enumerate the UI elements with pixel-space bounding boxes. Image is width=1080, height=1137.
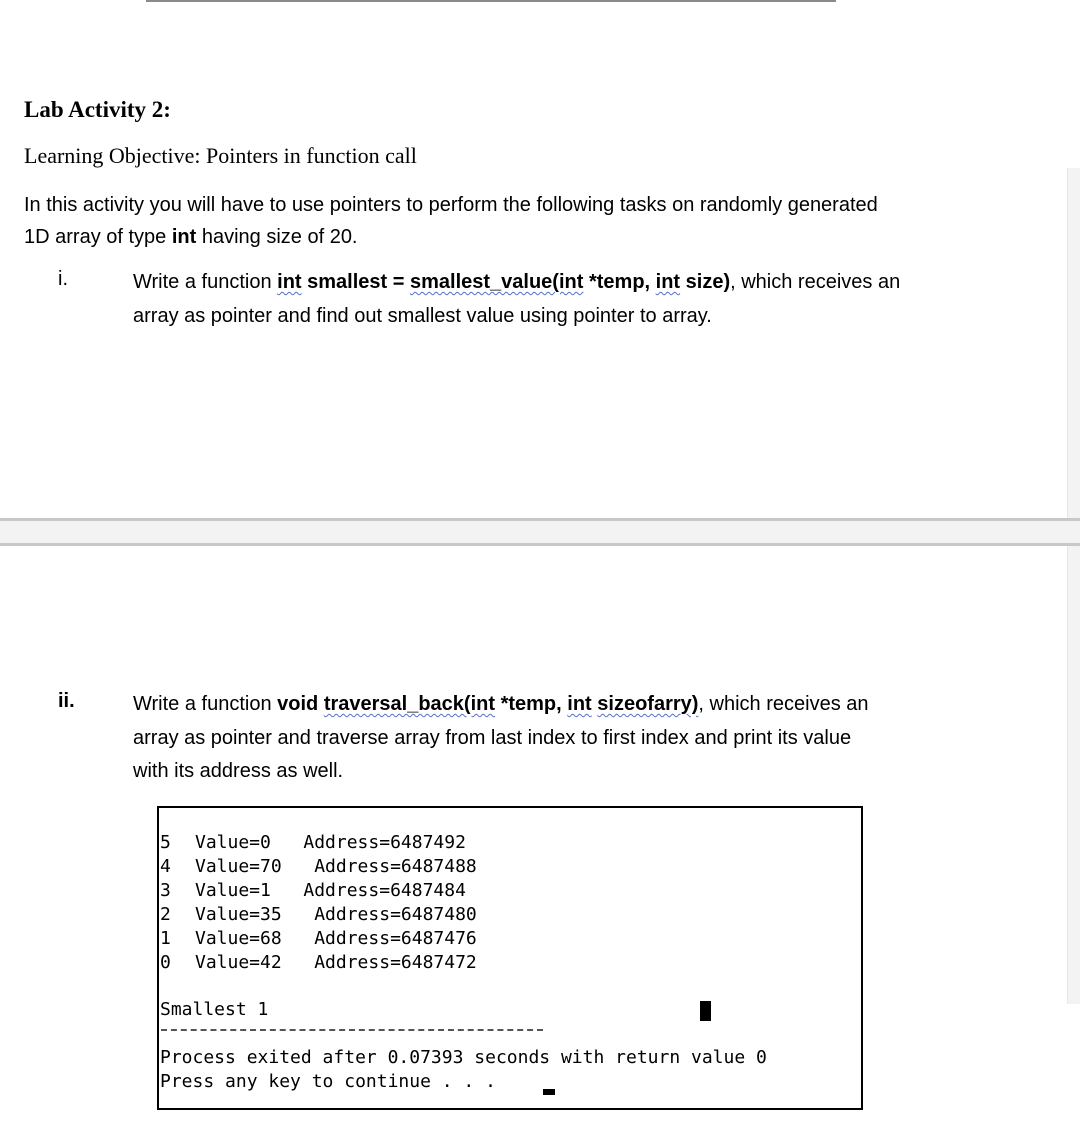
- row-index: 0: [160, 952, 171, 973]
- intro-line-2-post: having size of 20.: [196, 226, 358, 248]
- row-index: 3: [160, 880, 171, 901]
- task-2-fn-part: *temp,: [495, 693, 568, 715]
- row-index: 4: [160, 856, 171, 877]
- row-index: 5: [160, 832, 171, 853]
- task-2-text: [133, 688, 960, 789]
- intro-paragraph: [24, 189, 974, 253]
- intro-line-1: In this activity you will have to use pointers to perform the following tasks on randomly generated: [24, 194, 878, 216]
- task-1-fn-part: smallest_value(int: [409, 271, 584, 293]
- text-cursor-underscore: [543, 1089, 555, 1095]
- task-2-pre: Write a function: [133, 693, 278, 715]
- console-output: [157, 806, 863, 1110]
- intro-line-2-pre: 1D array of type: [24, 226, 172, 248]
- previous-box-edge: [146, 0, 836, 2]
- task-1-fn-part: smallest =: [301, 271, 410, 293]
- lab-activity-title: Lab Activity 2:: [24, 97, 171, 122]
- row-index: 2: [160, 904, 171, 925]
- task-2-post: , which receives an: [698, 693, 869, 715]
- task-2-line-3: with its address as well.: [133, 760, 344, 782]
- row-text: Value=70 Address=6487488: [195, 856, 477, 877]
- task-2-fn-part: traversal_back(int: [323, 693, 496, 715]
- intro-line-2-bold: int: [171, 226, 197, 248]
- process-exit-line: Process exited after 0.07393 seconds with return value 0: [160, 1047, 767, 1068]
- task-1-line-2: array as pointer and find out smallest value using pointer to array.: [133, 304, 712, 327]
- learning-objective: Learning Objective: Pointers in function call: [24, 143, 417, 168]
- page-break-gap: [0, 518, 1080, 546]
- row-index: 1: [160, 928, 171, 949]
- row-text: Value=68 Address=6487476: [195, 928, 477, 949]
- row-text: Value=42 Address=6487472: [195, 952, 477, 973]
- scrollbar-track[interactable]: [1067, 168, 1080, 1004]
- task-1-text: [133, 266, 960, 333]
- press-any-key-line: Press any key to continue . . .: [160, 1071, 496, 1092]
- text-cursor-block: [700, 1001, 711, 1021]
- console-separator: [161, 1029, 543, 1031]
- task-1-fn-part: int: [655, 271, 681, 293]
- task-2-number: ii.: [58, 690, 75, 712]
- row-text: Value=0 Address=6487492: [195, 832, 466, 853]
- task-2-fn-part: int: [567, 693, 592, 715]
- task-1-fn-part: int: [277, 271, 302, 293]
- row-text: Value=1 Address=6487484: [195, 880, 466, 901]
- task-2-line-2: array as pointer and traverse array from last index to first index and print its value: [133, 726, 852, 749]
- task-1-pre: Write a function: [133, 271, 278, 293]
- task-1-post: , which receives an: [730, 271, 901, 293]
- task-1-fn-part: size): [680, 271, 731, 293]
- row-text: Value=35 Address=6487480: [195, 904, 477, 925]
- smallest-output: Smallest 1: [160, 999, 269, 1020]
- task-1-fn-part: *temp,: [583, 271, 656, 293]
- task-1-number: i.: [58, 268, 68, 290]
- task-2-fn-part: sizeofarry): [597, 693, 699, 715]
- task-2-fn-part: void: [277, 693, 324, 715]
